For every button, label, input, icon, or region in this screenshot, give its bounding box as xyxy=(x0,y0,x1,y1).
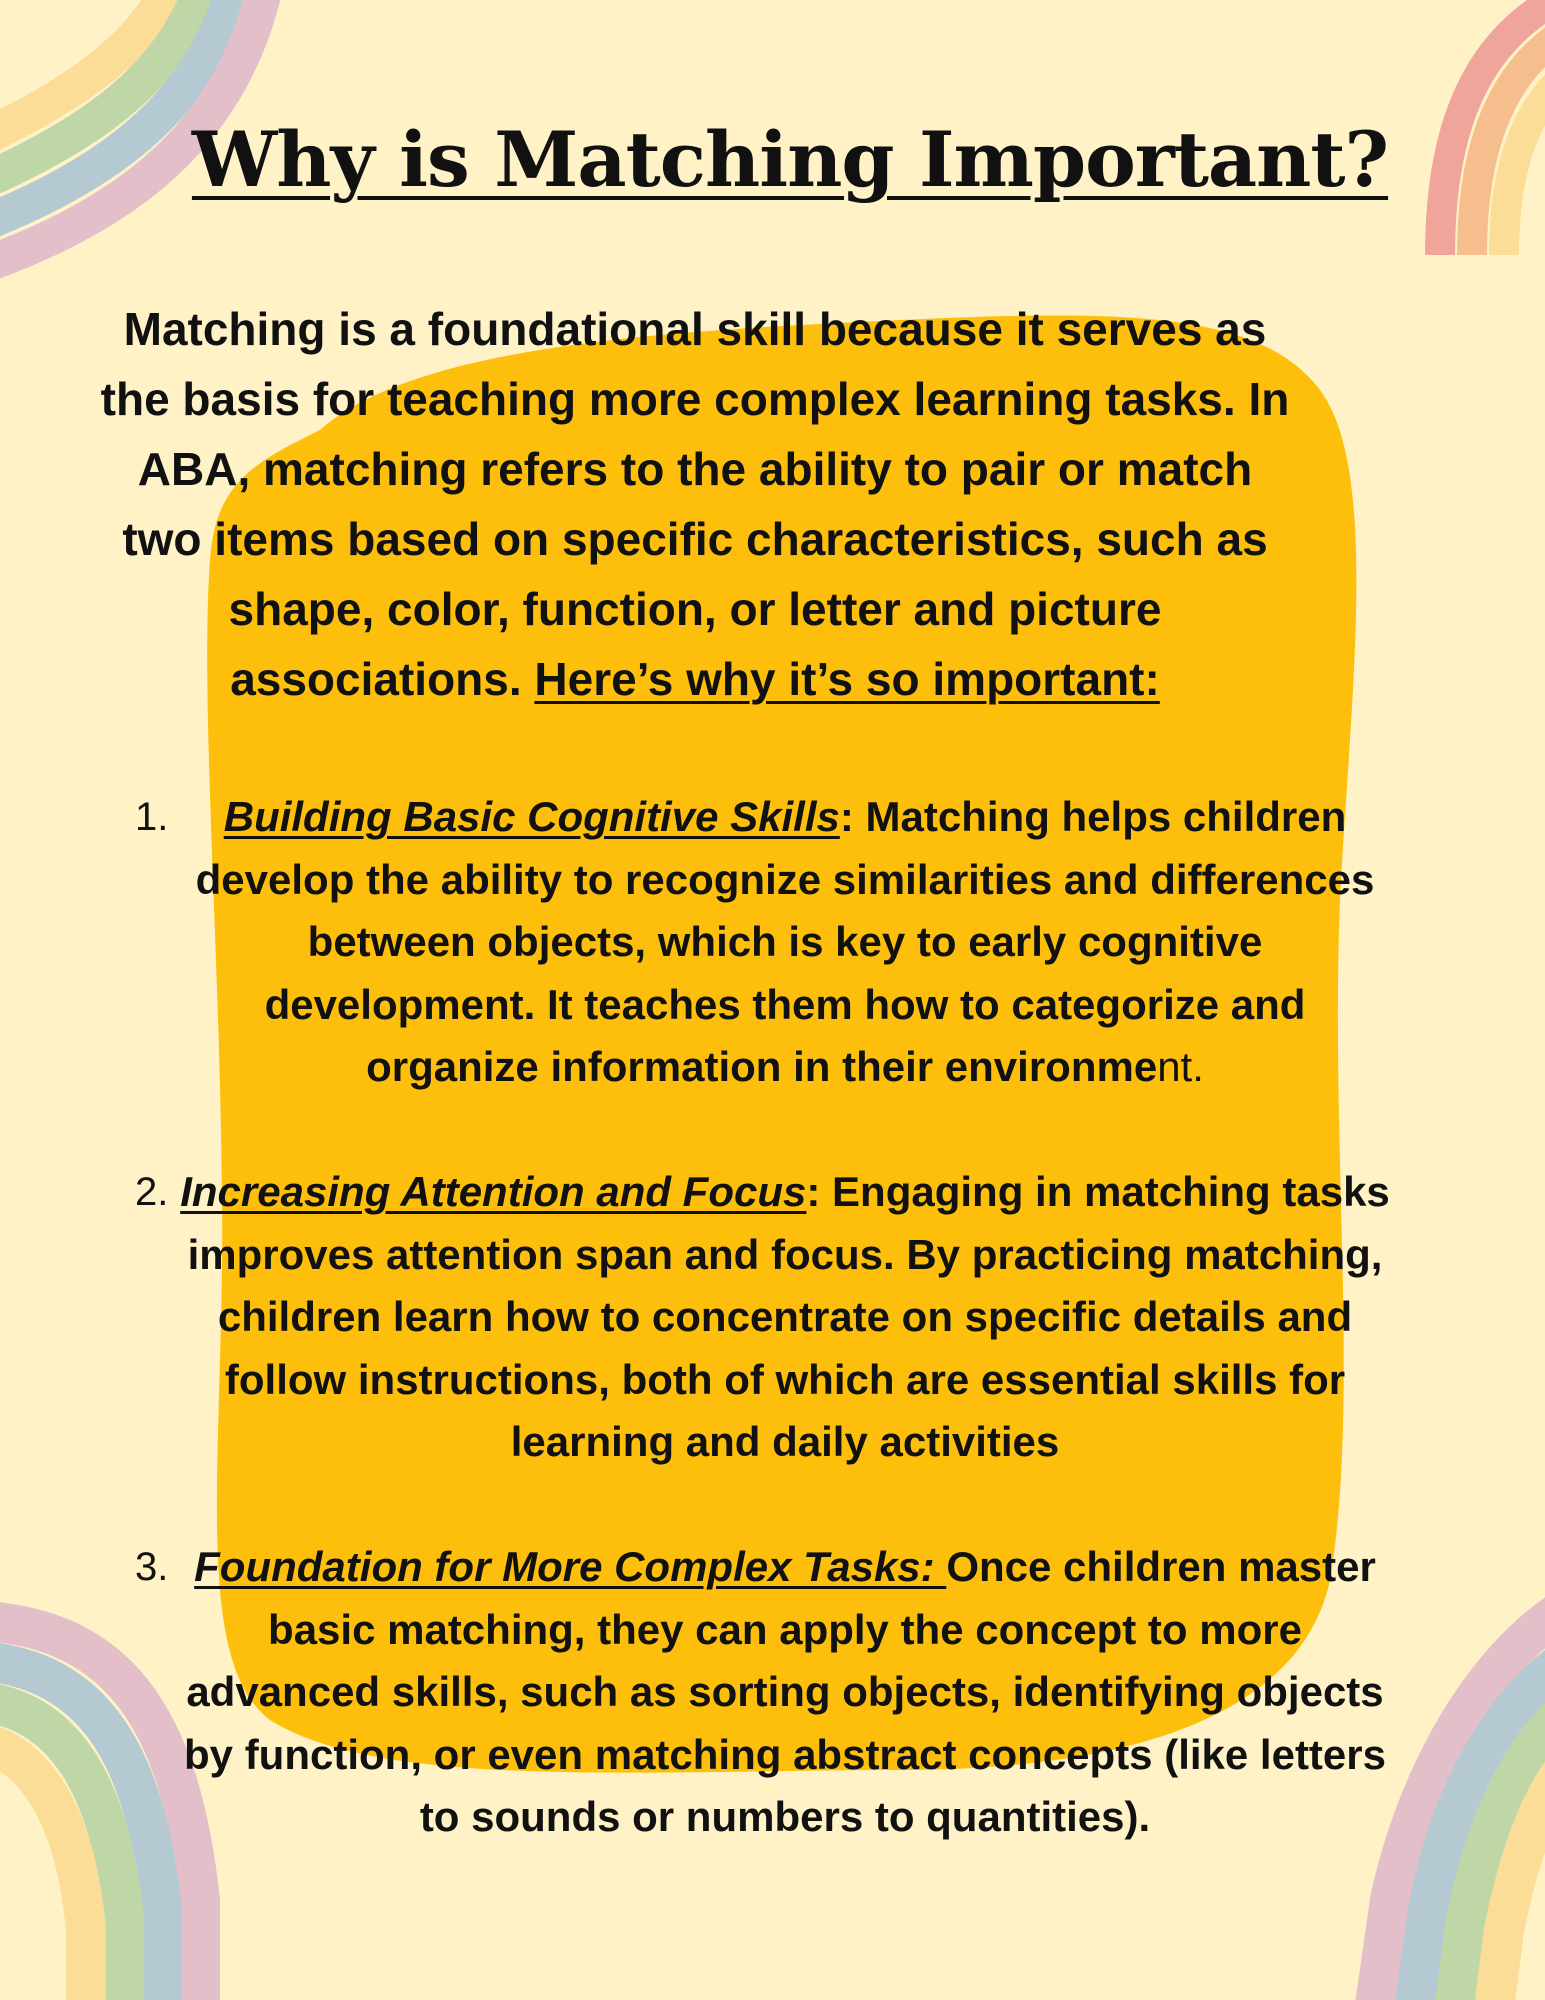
item-1-number: 1. xyxy=(135,795,169,839)
item-2-separator: : xyxy=(806,1168,821,1215)
item-2-body: Engaging in matching tasks improves attention span and focus. By practicing matching, children learn how to concentrate on specific details and follow instructions, both of which are essential skills for learning and daily activities xyxy=(187,1168,1390,1465)
item-1-body: Matching helps children develop the ability to recognize similarities and differences between objects, which is key to early cognitive development. It teaches them how to categorize and organize information in their environme xyxy=(195,793,1375,1090)
page-title: Why is Matching Important? xyxy=(191,115,1389,204)
intro-highlight: Here’s why it’s so important: xyxy=(534,653,1160,705)
item-3-heading: Foundation for More Complex Tasks: xyxy=(194,1543,947,1590)
item-3-number: 3. xyxy=(135,1545,169,1589)
list-item xyxy=(180,786,1390,1099)
list-item xyxy=(180,1536,1390,1849)
rainbow-wave-bottom-left xyxy=(0,1620,200,2000)
item-2-number: 2. xyxy=(135,1170,169,1214)
item-1-heading: Building Basic Cognitive Skills xyxy=(223,793,840,840)
intro-text: Matching is a foundational skill because it serves as the basis for teaching more complex learning tasks. In ABA, matching refers to the ability to pair or match two items based on specific characteristics, such as shape, color, function, or letter and picture associations. xyxy=(100,303,1290,705)
list-item xyxy=(180,1161,1390,1474)
item-1-tail: nt. xyxy=(1157,1043,1204,1090)
item-1-separator: : xyxy=(839,793,854,840)
intro-paragraph xyxy=(95,294,1295,714)
item-2-heading: Increasing Attention and Focus xyxy=(180,1168,807,1215)
rainbow-wave-bottom-right xyxy=(1370,1590,1545,2000)
item-3-body: Once children master basic matching, they can apply the concept to more advanced skills, such as sorting objects, identifying objects by function, or even matching abstract concepts (like letters to sounds or numbers to quantities). xyxy=(184,1543,1386,1840)
